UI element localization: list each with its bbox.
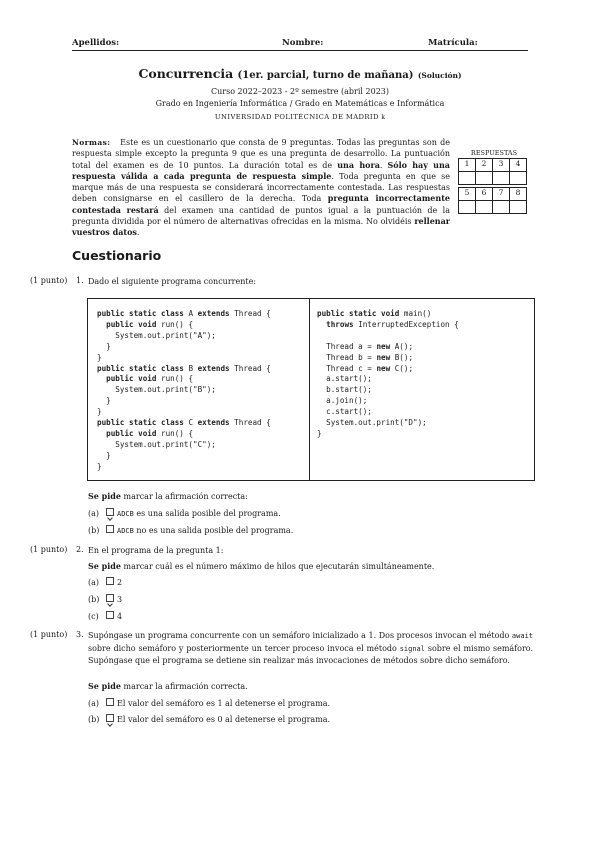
answer-cell[interactable] xyxy=(510,201,527,214)
answer-num: 5 xyxy=(459,188,476,201)
answer-cell[interactable] xyxy=(510,172,527,185)
answers-label: RESPUESTAS xyxy=(470,149,518,157)
q3-ask: Se pide marcar la afirmación correcta. xyxy=(88,681,248,691)
q3-points: (1 punto) xyxy=(30,630,68,639)
nombre-label: Nombre: xyxy=(282,38,324,48)
header-rule xyxy=(72,50,528,51)
q3-option-a[interactable]: (a) El valor del semáforo es 1 al detenerse el programa. xyxy=(88,699,331,708)
code-listing xyxy=(87,298,535,481)
q1-number: 1. xyxy=(76,276,84,285)
answer-cell[interactable] xyxy=(493,201,510,214)
answer-num: 3 xyxy=(493,159,510,172)
answer-cell[interactable] xyxy=(476,172,493,185)
q2-ask: Se pide marcar cuál es el número máximo de hilos que ejecutarán simultáneamente. xyxy=(88,561,435,571)
checkbox[interactable] xyxy=(106,525,114,533)
q3-option-b[interactable]: (b) El valor del semáforo es 0 al detenerse el programa. xyxy=(88,715,331,724)
q3-text: Supóngase un programa concurrente con un semáforo inicializado a 1. Dos procesos invocan el método await sobre dicho semáforo y posteriormente un tercer proceso invoca el método signal sobre el mismo semáforo. Supóngase que el programa se detiene sin realizar más invocaciones de métodos sobre dicho semáforo. xyxy=(88,631,533,665)
q3-number: 3. xyxy=(76,630,84,639)
university-line: UNIVERSIDAD POLITÉCNICA DE MADRID k xyxy=(214,113,386,121)
q1-option-a[interactable]: (a) ADCB es una salida posible del programa. xyxy=(88,509,281,518)
answer-num: 7 xyxy=(493,188,510,201)
q1-points: (1 punto) xyxy=(30,276,68,285)
q2-option-c[interactable]: (c) 4 xyxy=(88,612,123,621)
q2-points: (1 punto) xyxy=(30,545,68,554)
q2-option-a[interactable]: (a) 2 xyxy=(88,578,123,587)
q1-ask: Se pide marcar la afirmación correcta: xyxy=(88,491,248,501)
answer-cell[interactable] xyxy=(459,172,476,185)
answer-cell[interactable] xyxy=(459,201,476,214)
answer-cell[interactable] xyxy=(493,172,510,185)
rules-paragraph: Normas: Este es un cuestionario que consta de 9 preguntas. Todas las preguntas son de respuesta simple excepto la pregunta 9 que es una pregunta de desarrollo. La puntuación total del examen es de 10 puntos. La duración total es de una hora. Sólo hay una respuesta válida a cada pregunta de respuesta simple. Toda pregunta en que se marque más de una respuesta se considerará incorrectamente contestada. Las respuestas deben consignarse en el casillero de la derecha. Toda pregunta incorrectamente contestada restará del examen una cantidad de puntos igual a la puntuación de la pregunta dividida por el número de alternativas ofrecidas en la misma. No olvidéis rellenar vuestros datos. xyxy=(72,138,451,238)
q2-option-b[interactable]: (b) 3 xyxy=(88,595,123,604)
q1-option-b[interactable]: (b) ADCB no es una salida posible del programa. xyxy=(88,526,294,535)
page-title: Concurrencia (1er. parcial, turno de mañana) (Solución) xyxy=(138,66,462,81)
answers-grid-top xyxy=(458,158,527,185)
checkbox-checked[interactable] xyxy=(106,714,114,722)
checkbox-checked[interactable] xyxy=(106,594,114,602)
q1-text: Dado el siguiente programa concurrente: xyxy=(88,277,257,286)
answer-num: 2 xyxy=(476,159,493,172)
checkbox[interactable] xyxy=(106,698,114,706)
code-right: public static void main() throws InterruptedException { Thread a = new A(); Thread b = new B(); Thread c = new C(); a.start(); b.start(); a.join(); c.start(); System.out.print("D"); } xyxy=(317,309,459,438)
answer-num: 1 xyxy=(459,159,476,172)
q2-number: 2. xyxy=(76,545,84,554)
checkbox-checked[interactable] xyxy=(106,508,114,516)
answers-grid-bottom xyxy=(458,187,527,214)
degree-line: Grado en Ingeniería Informática / Grado en Matemáticas e Informática xyxy=(155,99,445,108)
answer-cell[interactable] xyxy=(476,201,493,214)
q2-text: En el programa de la pregunta 1: xyxy=(88,546,224,555)
code-left: public static class A extends Thread { public void run() { System.out.print("A"); } } public static class B extends Thread { public void run() { System.out.print("B"); } } public static class C extends Thread { public void run() { System.out.print("C"); } } xyxy=(97,309,271,471)
apellidos-label: Apellidos: xyxy=(72,38,120,48)
answer-num: 4 xyxy=(510,159,527,172)
checkbox[interactable] xyxy=(106,611,114,619)
matricula-label: Matrícula: xyxy=(428,38,478,48)
section-title: Cuestionario xyxy=(72,248,162,263)
answer-num: 8 xyxy=(510,188,527,201)
course-line: Curso 2022–2023 - 2º semestre (abril 2023) xyxy=(210,87,390,96)
answer-num: 6 xyxy=(476,188,493,201)
checkbox[interactable] xyxy=(106,577,114,585)
